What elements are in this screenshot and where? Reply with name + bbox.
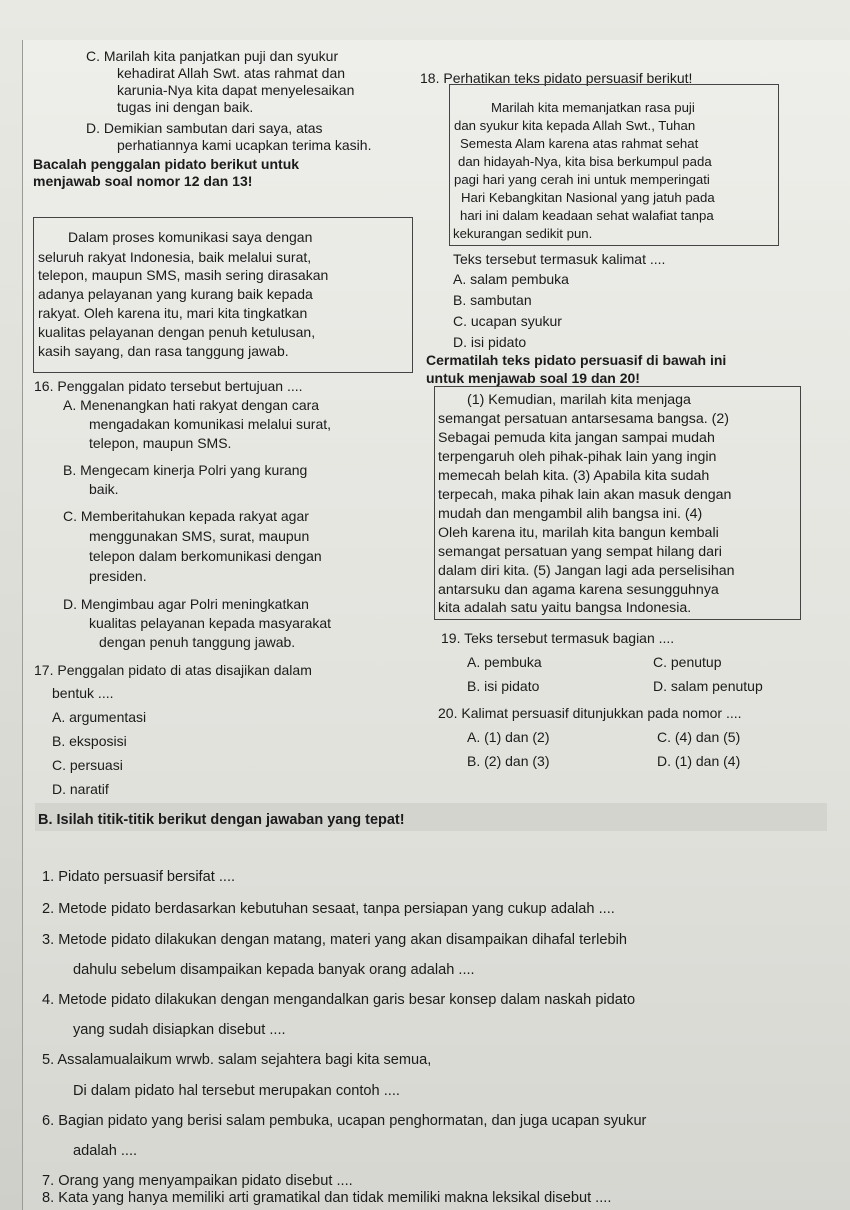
- q18-option: D. isi pidato: [453, 334, 527, 350]
- q18-option: B. sambutan: [453, 292, 532, 308]
- essay-item: adalah ....: [73, 1143, 138, 1159]
- q19-passage-line: semangat persatuan antarsesama bangsa. (2): [438, 411, 730, 427]
- q16-option-c: presiden.: [89, 568, 147, 584]
- question-17: bentuk ....: [52, 685, 114, 701]
- q18-passage-line: dan hidayah-Nya, kita bisa berkumpul pada: [458, 154, 712, 169]
- q19-passage-line: mudah dan mengambil alih bangsa ini. (4): [438, 506, 703, 522]
- q20-option: B. (2) dan (3): [467, 753, 550, 769]
- q19-option: D. salam penutup: [653, 678, 763, 694]
- q18-question: Teks tersebut termasuk kalimat ....: [453, 251, 666, 267]
- q16-option-a: telepon, maupun SMS.: [89, 435, 232, 451]
- q18-passage-line: kekurangan sedikit pun.: [453, 226, 593, 241]
- q19-passage-line: kita adalah satu yaitu bangsa Indonesia.: [438, 600, 692, 616]
- passage-line: kualitas pelayanan dengan penuh ketulusan,: [38, 324, 316, 340]
- q17-option: A. argumentasi: [52, 709, 147, 725]
- passage-line: seluruh rakyat Indonesia, baik melalui surat,: [38, 249, 312, 265]
- question-18-title: 18. Perhatikan teks pidato persuasif berikut!: [420, 70, 693, 86]
- q18-passage-line: Marilah kita memanjatkan rasa puji: [491, 100, 695, 115]
- q17-option: C. persuasi: [52, 757, 123, 773]
- essay-item: yang sudah disiapkan disebut ....: [73, 1022, 286, 1038]
- q20-option: C. (4) dan (5): [657, 729, 741, 745]
- essay-item: 2. Metode pidato berdasarkan kebutuhan sesaat, tanpa persiapan yang cukup adalah ....: [42, 901, 615, 917]
- option-c-line: C. Marilah kita panjatkan puji dan syukur: [86, 48, 339, 64]
- q18-passage-line: pagi hari yang cerah ini untuk memperingati: [454, 172, 710, 187]
- q16-option-d: D. Mengimbau agar Polri meningkatkan: [63, 596, 309, 612]
- q16-option-a: mengadakan komunikasi melalui surat,: [89, 416, 332, 432]
- q19-passage-line: semangat persatuan yang sempat hilang dari: [438, 544, 722, 560]
- q16-option-b: B. Mengecam kinerja Polri yang kurang: [63, 462, 308, 478]
- q17-option: B. eksposisi: [52, 733, 127, 749]
- q19-passage-line: terpecah, maka pihak lain akan masuk dengan: [438, 487, 732, 503]
- passage-line: kasih sayang, dan rasa tanggung jawab.: [38, 343, 289, 359]
- instruction-line: menjawab soal nomor 12 dan 13!: [33, 173, 253, 189]
- question-16: 16. Penggalan pidato tersebut bertujuan ....: [34, 378, 303, 394]
- q19-passage-line: Sebagai pemuda kita jangan sampai mudah: [438, 430, 715, 446]
- q17-option: D. naratif: [52, 781, 109, 797]
- q19-passage-line: memecah belah kita. (3) Apabila kita sudah: [438, 468, 710, 484]
- instruction2-line: untuk menjawab soal 19 dan 20!: [426, 370, 640, 386]
- question-20: 20. Kalimat persuasif ditunjukkan pada nomor ....: [438, 705, 742, 721]
- q18-passage-line: Semesta Alam karena atas rahmat sehat: [460, 136, 699, 151]
- q16-option-c: C. Memberitahukan kepada rakyat agar: [63, 508, 309, 524]
- q19-option: B. isi pidato: [467, 678, 540, 694]
- q18-passage-line: Hari Kebangkitan Nasional yang jatuh pada: [461, 190, 715, 205]
- q18-option: A. salam pembuka: [453, 271, 569, 287]
- q19-passage-line: dalam diri kita. (5) Jangan lagi ada perselisihan: [438, 563, 735, 579]
- q16-option-b: baik.: [89, 481, 119, 497]
- essay-item: 6. Bagian pidato yang berisi salam pembuka, ucapan penghormatan, dan juga ucapan syukur: [42, 1113, 647, 1129]
- option-c-line: kehadirat Allah Swt. atas rahmat dan: [117, 65, 346, 81]
- q18-option: C. ucapan syukur: [453, 313, 562, 329]
- essay-item: dahulu sebelum disampaikan kepada banyak orang adalah ....: [73, 962, 475, 978]
- q16-option-c: telepon dalam berkomunikasi dengan: [89, 548, 322, 564]
- q19-option: C. penutup: [653, 654, 722, 670]
- q20-option: D. (1) dan (4): [657, 753, 741, 769]
- essay-item: 3. Metode pidato dilakukan dengan matang, materi yang akan disampaikan dihafal terlebih: [42, 932, 627, 948]
- instruction-line: Bacalah penggalan pidato berikut untuk: [33, 156, 300, 172]
- question-17: 17. Penggalan pidato di atas disajikan dalam: [34, 662, 312, 678]
- instruction2-line: Cermatilah teks pidato persuasif di bawah ini: [426, 352, 727, 368]
- section-b-heading: B. Isilah titik-titik berikut dengan jawaban yang tepat!: [38, 812, 405, 828]
- passage-line: Dalam proses komunikasi saya dengan: [68, 229, 313, 245]
- q16-option-a: A. Menenangkan hati rakyat dengan cara: [63, 397, 320, 413]
- essay-item: 8. Kata yang hanya memiliki arti gramatikal dan tidak memiliki makna leksikal disebut ....: [42, 1190, 612, 1206]
- essay-item: 4. Metode pidato dilakukan dengan mengandalkan garis besar konsep dalam naskah pidato: [42, 992, 636, 1008]
- passage-line: adanya pelayanan yang kurang baik kepada: [38, 286, 313, 302]
- q19-passage-line: (1) Kemudian, marilah kita menjaga: [467, 392, 691, 408]
- q16-option-d: kualitas pelayanan kepada masyarakat: [89, 615, 332, 631]
- q18-passage-line: dan syukur kita kepada Allah Swt., Tuhan: [454, 118, 696, 133]
- q19-option: A. pembuka: [467, 654, 542, 670]
- q20-option: A. (1) dan (2): [467, 729, 550, 745]
- q16-option-c: menggunakan SMS, surat, maupun: [89, 528, 310, 544]
- passage-line: rakyat. Oleh karena itu, mari kita tingkatkan: [38, 305, 308, 321]
- essay-item: 5. Assalamualaikum wrwb. salam sejahtera bagi kita semua,: [42, 1052, 432, 1068]
- passage-line: telepon, maupun SMS, masih sering dirasakan: [38, 267, 329, 283]
- q19-passage-line: antarsuku dan agama karena sesungguhnya: [438, 582, 719, 598]
- q18-passage-line: hari ini dalam keadaan sehat walafiat tanpa: [460, 208, 714, 223]
- option-d-line: perhatiannya kami ucapkan terima kasih.: [117, 137, 372, 153]
- question-19: 19. Teks tersebut termasuk bagian ....: [441, 630, 675, 646]
- essay-item: 7. Orang yang menyampaikan pidato disebut ....: [42, 1173, 353, 1189]
- essay-item: Di dalam pidato hal tersebut merupakan contoh ....: [73, 1083, 400, 1099]
- option-c-line: karunia-Nya kita dapat menyelesaikan: [117, 82, 355, 98]
- option-d-line: D. Demikian sambutan dari saya, atas: [86, 120, 323, 136]
- essay-item: 1. Pidato persuasif bersifat ....: [42, 869, 236, 885]
- q16-option-d: dengan penuh tanggung jawab.: [99, 634, 296, 650]
- q19-passage-line: terpengaruh oleh pihak-pihak lain yang ingin: [438, 449, 717, 465]
- option-c-line: tugas ini dengan baik.: [117, 99, 254, 115]
- q19-passage-line: Oleh karena itu, marilah kita bangun kembali: [438, 525, 719, 541]
